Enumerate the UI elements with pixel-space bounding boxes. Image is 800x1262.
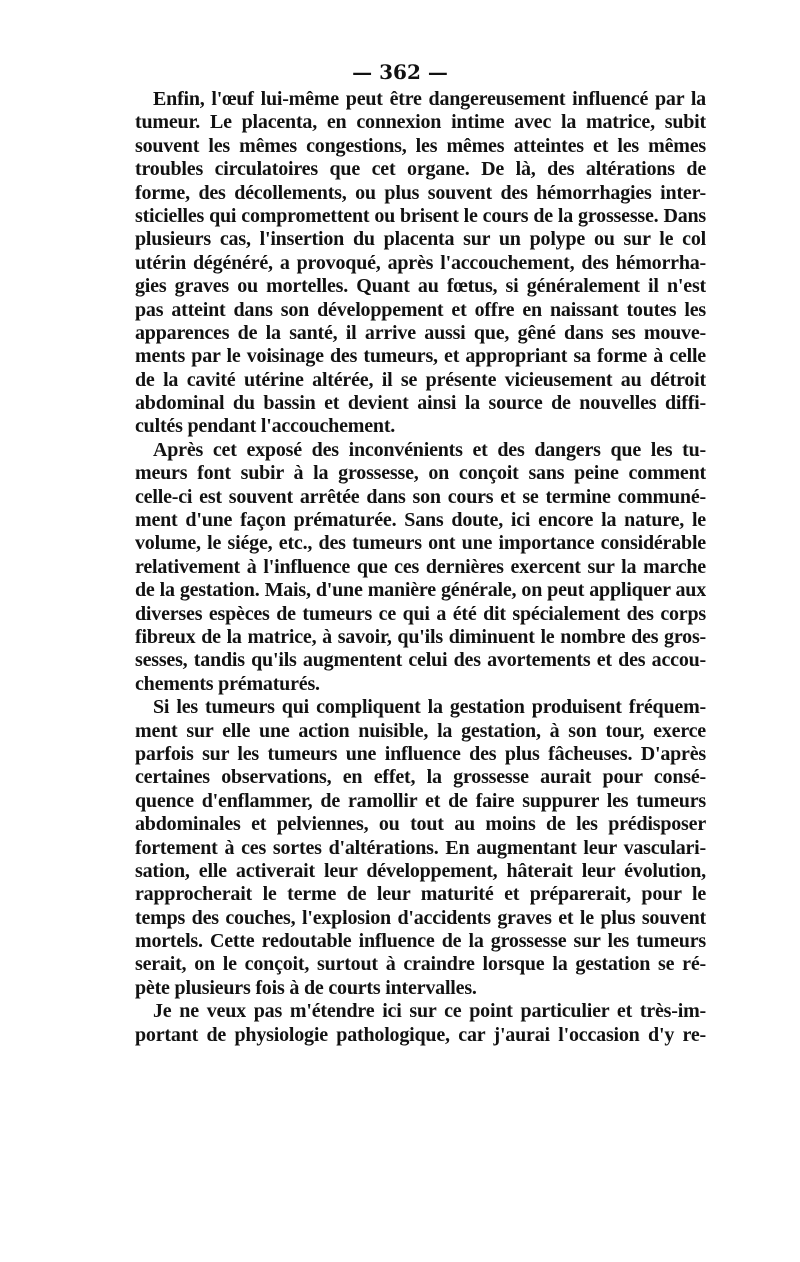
text-line: de la gestation. Mais, d'une manière générale, on peut appliquer aux	[135, 579, 706, 602]
text-line: meurs font subir à la grossesse, on conçoit sans peine comment	[135, 462, 706, 485]
text-line: pas atteint dans son développement et offre en naissant toutes les	[135, 298, 706, 321]
text-line: abdominal du bassin et devient ainsi la source de nouvelles diffi-	[135, 392, 706, 415]
text-line: ment sur elle une action nuisible, la gestation, à son tour, exerce	[135, 719, 706, 742]
text-line: troubles circulatoires que cet organe. De là, des altérations de	[135, 158, 706, 181]
text-line: celle-ci est souvent arrêtée dans son cours et se termine communé-	[135, 485, 706, 508]
paragraph	[135, 696, 706, 1000]
text-line: Si les tumeurs qui compliquent la gestation produisent fréquem-	[153, 696, 706, 719]
text-line: utérin dégénéré, a provoqué, après l'accouchement, des hémorrha-	[135, 251, 706, 274]
text-line: fibreux de la matrice, à savoir, qu'ils diminuent le nombre des gros-	[135, 625, 706, 648]
text-line: Enfin, l'œuf lui-même peut être dangereusement influencé par la	[153, 88, 706, 110]
text-line: gies graves ou mortelles. Quant au fœtus, si généralement il n'est	[135, 275, 706, 298]
page-number: — 362 —	[352, 60, 448, 84]
text-line: portant de physiologie pathologique, car j'aurai l'occasion d'y re-	[135, 1023, 706, 1046]
text-line: chements prématurés.	[135, 672, 320, 695]
text-line: apparences de la santé, il arrive aussi que, gêné dans ses mouve-	[135, 321, 706, 344]
body-text	[135, 88, 706, 1047]
paragraph	[135, 88, 706, 439]
text-line: abdominales et pelviennes, ou tout au moins de les prédisposer	[135, 813, 706, 836]
paragraph	[135, 1000, 706, 1047]
text-line: pète plusieurs fois à de courts intervalles.	[135, 976, 477, 999]
text-line: de la cavité utérine altérée, il se présente vicieusement au détroit	[135, 368, 706, 391]
text-line: relativement à l'influence que ces dernières exercent sur la marche	[135, 555, 706, 578]
text-line: serait, on le conçoit, surtout à craindre lorsque la gestation se ré-	[135, 953, 706, 976]
text-line: sation, elle activerait leur développement, hâterait leur évolution,	[135, 859, 706, 882]
text-line: Je ne veux pas m'étendre ici sur ce point particulier et très-im-	[153, 1000, 706, 1023]
text-line: volume, le siége, etc., des tumeurs ont une importance considérable	[135, 532, 706, 555]
text-line: Après cet exposé des inconvénients et des dangers que les tu-	[153, 438, 706, 461]
text-line: souvent les mêmes congestions, les mêmes atteintes et les mêmes	[135, 134, 706, 157]
text-line: certaines observations, en effet, la grossesse aurait pour consé-	[135, 766, 706, 789]
paragraph	[135, 439, 706, 696]
text-line: cultés pendant l'accouchement.	[135, 415, 396, 438]
text-line: diverses espèces de tumeurs ce qui a été dit spécialement des corps	[135, 602, 706, 625]
text-line: quence d'enflammer, de ramollir et de faire suppurer les tumeurs	[135, 789, 706, 812]
text-line: temps des couches, l'explosion d'accidents graves et le plus souvent	[135, 906, 706, 929]
text-line: ments par le voisinage des tumeurs, et appropriant sa forme à celle	[135, 345, 706, 368]
text-line: ment d'une façon prématurée. Sans doute, ici encore la nature, le	[135, 509, 706, 532]
text-line: sticielles qui compromettent ou brisent le cours de la grossesse. Dans	[135, 204, 706, 227]
text-line: parfois sur les tumeurs une influence des plus fâcheuses. D'après	[135, 742, 706, 765]
text-line: tumeur. Le placenta, en connexion intime avec la matrice, subit	[135, 111, 706, 134]
text-line: fortement à ces sortes d'altérations. En augmentant leur vasculari-	[135, 836, 706, 859]
text-line: plusieurs cas, l'insertion du placenta sur un polype ou sur le col	[135, 228, 706, 251]
text-line: rapprocherait le terme de leur maturité et préparerait, pour le	[135, 883, 706, 906]
text-line: sesses, tandis qu'ils augmentent celui des avortements et des accou-	[135, 649, 706, 672]
text-line: mortels. Cette redoutable influence de la grossesse sur les tumeurs	[135, 930, 706, 953]
text-line: forme, des décollements, ou plus souvent des hémorrhagies inter-	[135, 181, 706, 204]
